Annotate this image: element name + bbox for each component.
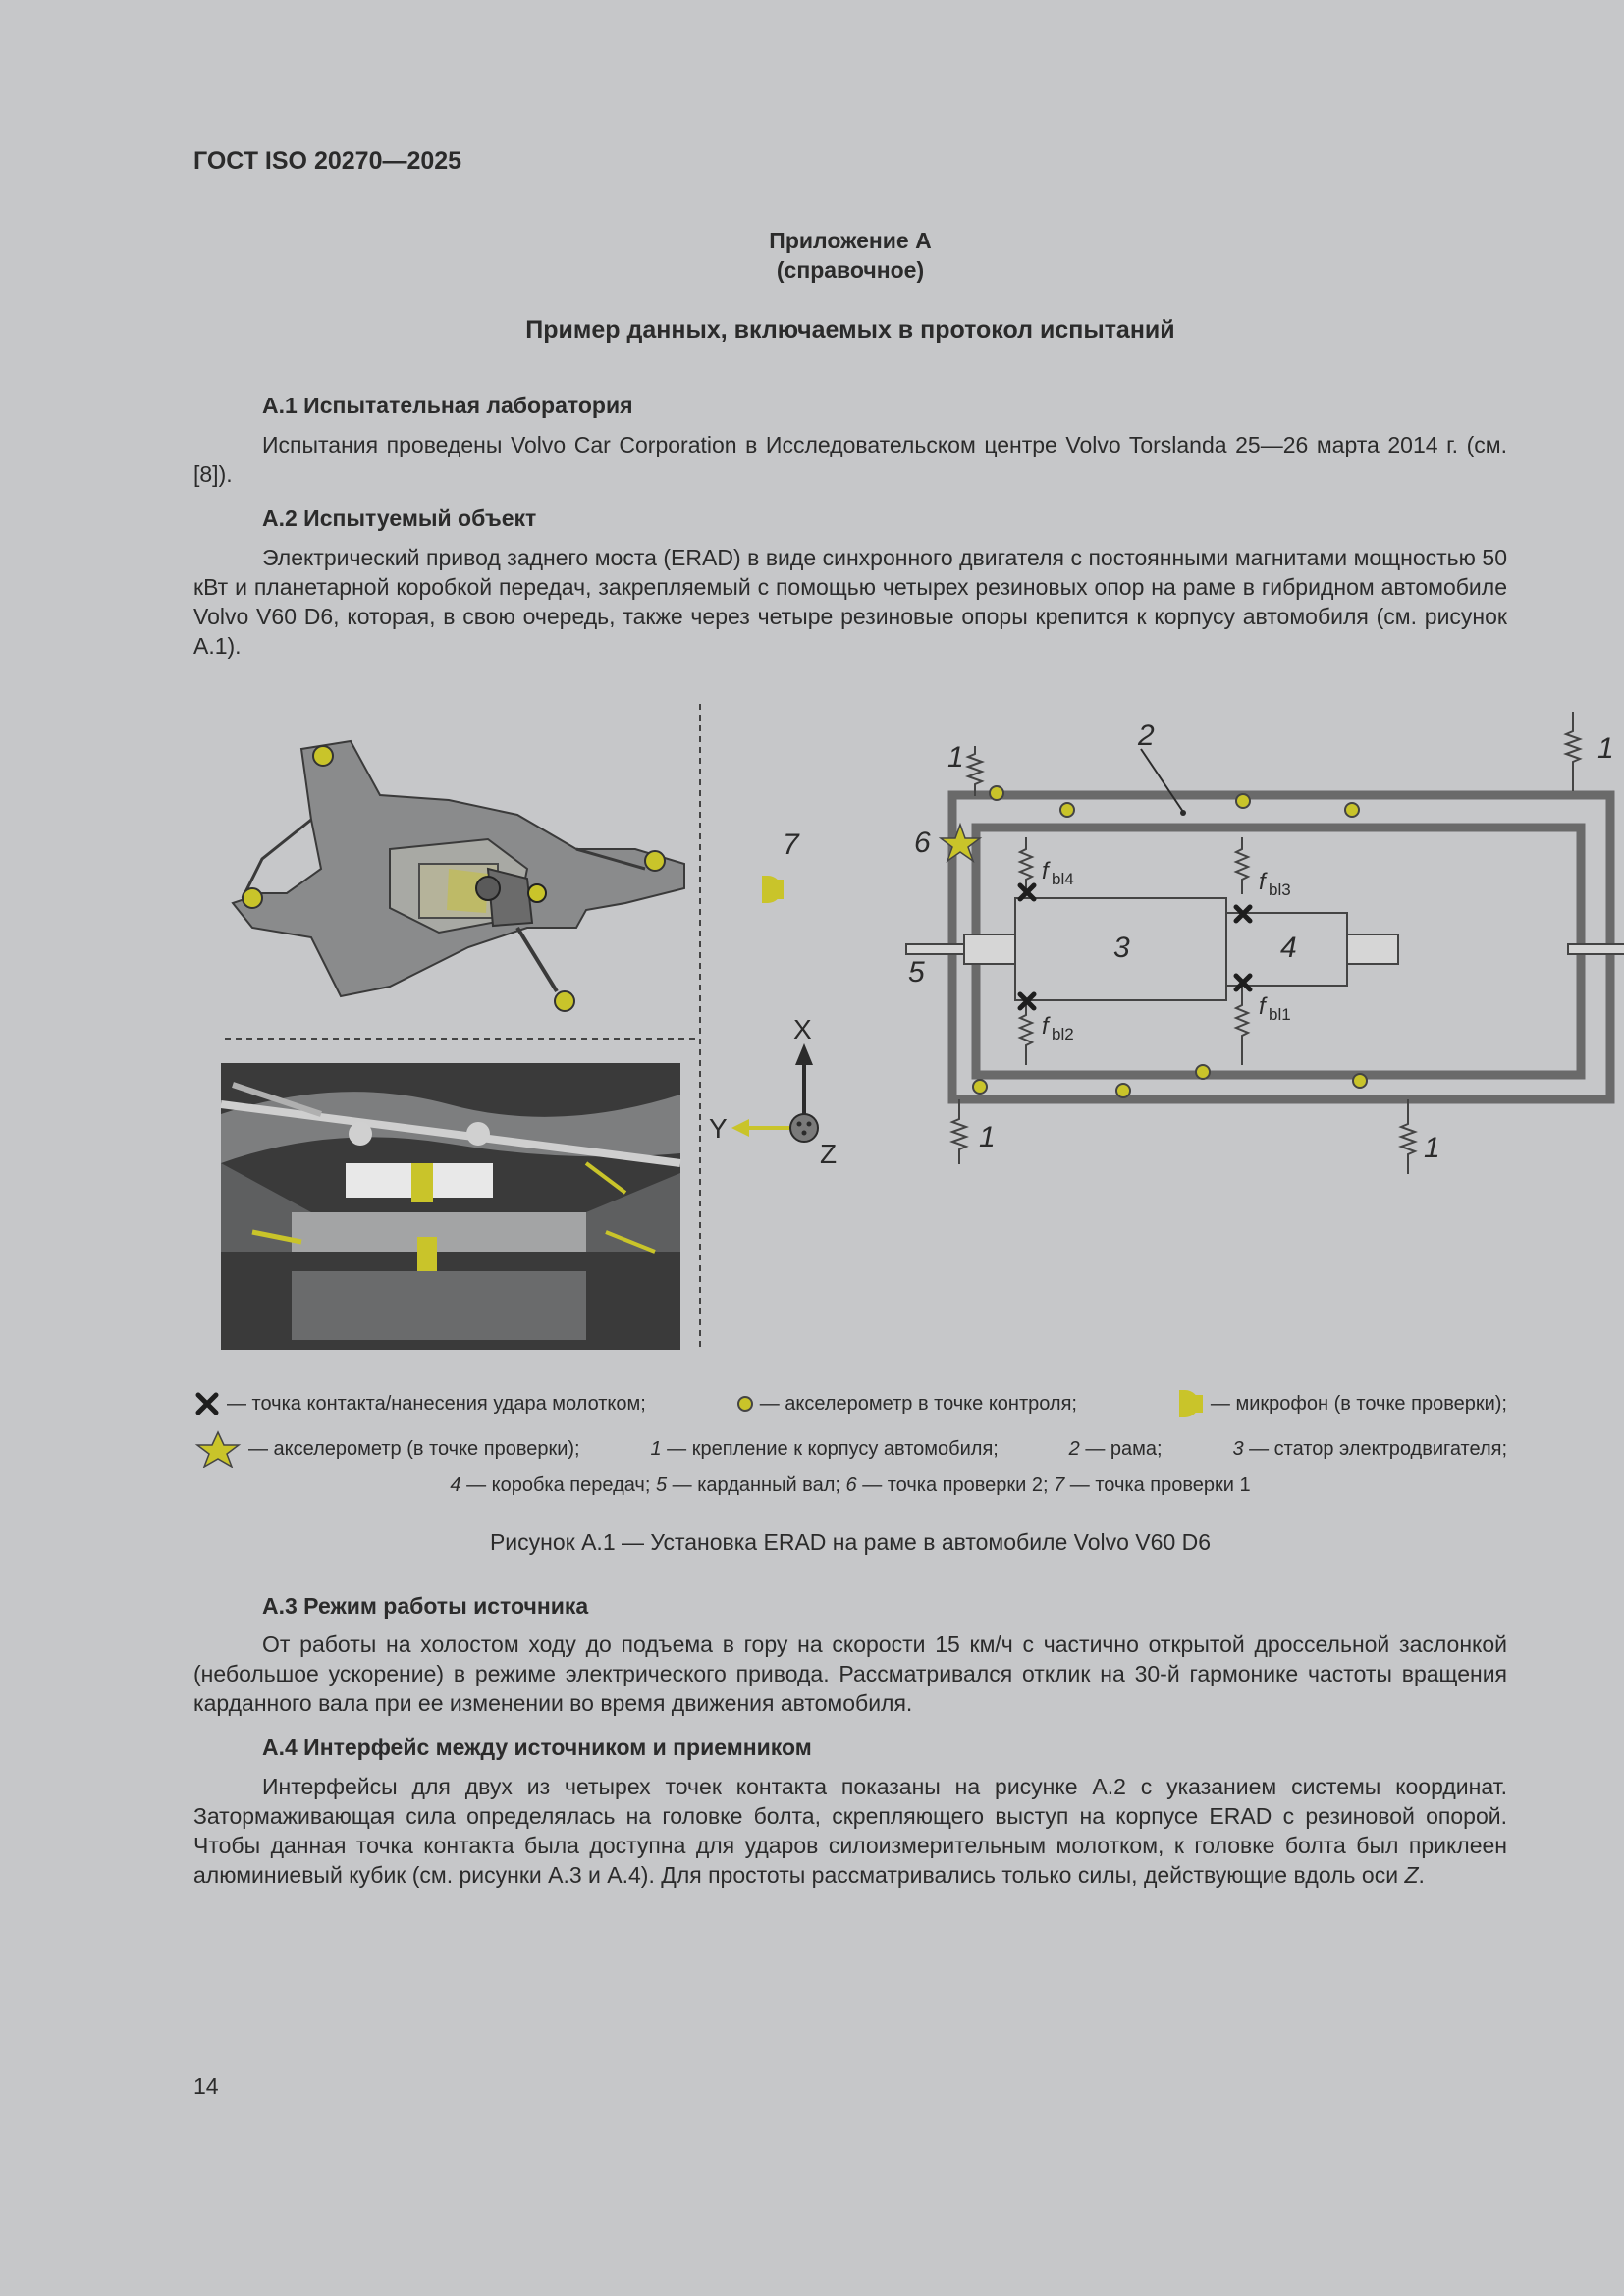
f-bl4-subscript: bl4 (1052, 870, 1074, 888)
installation-photo (221, 1063, 680, 1350)
figure-a1-drawing (193, 702, 1614, 1350)
f-bl3-subscript: bl3 (1269, 881, 1291, 899)
section-a3-paragraph: От работы на холостом ходу до подъема в гору на скорости 15 км/ч с частично открытой дроссельной заслонкой (небольшое ускорение) в режиме электрического привода. Рассматривался отклик на 30-й гармонике частоты вращения карданного вала при ее изменении во время движения автомобиля. (193, 1631, 1507, 1716)
document-header: ГОСТ ISO 20270—2025 (193, 147, 462, 175)
section-a1-text (193, 430, 1507, 489)
section-a4-heading: А.4 Интерфейс между источником и приемником (262, 1735, 812, 1760)
section-a2-heading: А.2 Испытуемый объект (262, 506, 537, 531)
axis-z-label: Z (820, 1139, 838, 1169)
label-1-top-left: 1 (947, 741, 964, 774)
page-number: 14 (193, 2073, 219, 2099)
microphone-legend-icon (1167, 1387, 1205, 1420)
legend-accelerometer-check-text: — акселерометр (в точке проверки); (248, 1438, 580, 1460)
erad-assembly-photo (233, 741, 684, 1011)
legend-value-3: — статор электродвигателя; (1249, 1438, 1507, 1460)
erad-schematic (906, 712, 1624, 1174)
section-a1-paragraph: Испытания проведены Volvo Car Corporation в Исследовательском центре Volvo Torslanda 25—26 марта 2014 г. (см. [8]). (193, 432, 1507, 487)
f-bl1-subscript: bl1 (1269, 1005, 1291, 1024)
microphone-icon (762, 876, 784, 903)
legend-item-1 (650, 1435, 998, 1463)
legend-key-6: 6 (845, 1474, 857, 1496)
legend-value-5: — карданный вал; (672, 1474, 840, 1496)
legend-accelerometer-check (193, 1429, 580, 1468)
legend-line-3 (193, 1471, 1507, 1505)
label-6: 6 (914, 827, 931, 859)
legend-value-2: — рама; (1085, 1438, 1163, 1460)
legend-line-1 (193, 1381, 1507, 1426)
f-bl2-symbol: f (1042, 1013, 1049, 1040)
section-a2-text (193, 543, 1507, 661)
figure-caption: Рисунок А.1 — Установка ERAD на раме в автомобиле Volvo V60 D6 (489, 1529, 1212, 1555)
section-a4-text (193, 1772, 1507, 1890)
legend-key-2: 2 (1068, 1438, 1080, 1460)
legend-hammer-text: — точка контакта/нанесения удара молотком; (227, 1393, 646, 1415)
legend-key-3: 3 (1232, 1438, 1244, 1460)
f-bl2-subscript: bl2 (1052, 1025, 1074, 1043)
document-title: Пример данных, включаемых в протокол испытаний (525, 316, 1175, 344)
annex-subtitle: (справочное) (776, 257, 925, 283)
hammer-point-icon (193, 1390, 221, 1417)
label-2: 2 (1138, 720, 1155, 752)
label-4: 4 (1280, 932, 1297, 964)
legend-value-4: — коробка передач; (466, 1474, 651, 1496)
section-a2-paragraph: Электрический привод заднего моста (ERAD) в виде синхронного двигателя с постоянными магнитами мощностью 50 кВт и планетарной коробкой передач, закрепляемый с помощью четырех резиновых опор на раме в гибридном автомобиле Volvo V60 D6, которая, в свою очередь, также через четыре резиновые опоры крепится к корпусу автомобиля (см. рисунок А.1). (193, 545, 1507, 659)
legend-key-7: 7 (1054, 1474, 1065, 1496)
legend-microphone-text: — микрофон (в точке проверки); (1210, 1393, 1507, 1415)
legend-value-7: — точка проверки 1 (1069, 1474, 1251, 1496)
legend-value-1: — крепление к корпусу автомобиля; (667, 1438, 999, 1460)
section-a3-text (193, 1629, 1507, 1718)
annex-title: Приложение А (769, 228, 932, 253)
f-bl1-symbol: f (1259, 993, 1266, 1020)
label-1-bottom-right: 1 (1424, 1132, 1440, 1164)
label-5: 5 (908, 956, 925, 988)
legend-item-3 (1232, 1435, 1507, 1463)
legend-key-1: 1 (650, 1438, 662, 1460)
section-a4-axis: Z (1404, 1862, 1419, 1888)
label-7: 7 (783, 828, 799, 861)
f-bl3-symbol: f (1259, 869, 1266, 895)
section-a4-body: Интерфейсы для двух из четырех точек контакта показаны на рисунке А.2 с указанием системы координат. Затормаживающая сила определялась на головке болта, скрепляющего выступ на корпусе ERAD с резиновой опорой. Чтобы данная точка контакта была доступна для ударов силоизмерительным молотком, к головке болта был приклеен алюминиевый кубик (см. рисунки А.3 и А.4). Для простоты рассматривались только силы, действующие вдоль оси (193, 1774, 1507, 1888)
section-a4-paragraph (193, 1772, 1507, 1890)
accelerometer-icon (736, 1395, 754, 1413)
legend-item-2 (1069, 1435, 1163, 1463)
legend-microphone (1167, 1387, 1507, 1420)
legend-value-6: — точка проверки 2; (862, 1474, 1049, 1496)
f-bl4-symbol: f (1042, 858, 1049, 884)
legend-key-4: 4 (450, 1474, 461, 1496)
section-a3-heading: А.3 Режим работы источника (262, 1593, 589, 1619)
section-a1-heading: А.1 Испытательная лаборатория (262, 393, 633, 418)
annex-heading (193, 226, 1507, 285)
legend-hammer (193, 1390, 646, 1417)
coordinate-system (731, 1043, 818, 1142)
figure-legend (193, 1381, 1507, 1505)
label-1-top-right: 1 (1597, 732, 1614, 765)
legend-accelerometer-control (736, 1390, 1077, 1417)
legend-key-5: 5 (655, 1474, 668, 1496)
label-3: 3 (1113, 932, 1130, 964)
axis-x-label: X (793, 1014, 812, 1044)
section-a4-end: . (1418, 1862, 1425, 1888)
star-icon (193, 1429, 243, 1468)
axis-y-label: Y (709, 1113, 728, 1144)
legend-line-2 (193, 1426, 1507, 1471)
label-1-bottom-left: 1 (979, 1121, 996, 1153)
figure-a1 (193, 702, 1614, 1350)
legend-accelerometer-control-text: — акселерометр в точке контроля; (759, 1393, 1077, 1415)
